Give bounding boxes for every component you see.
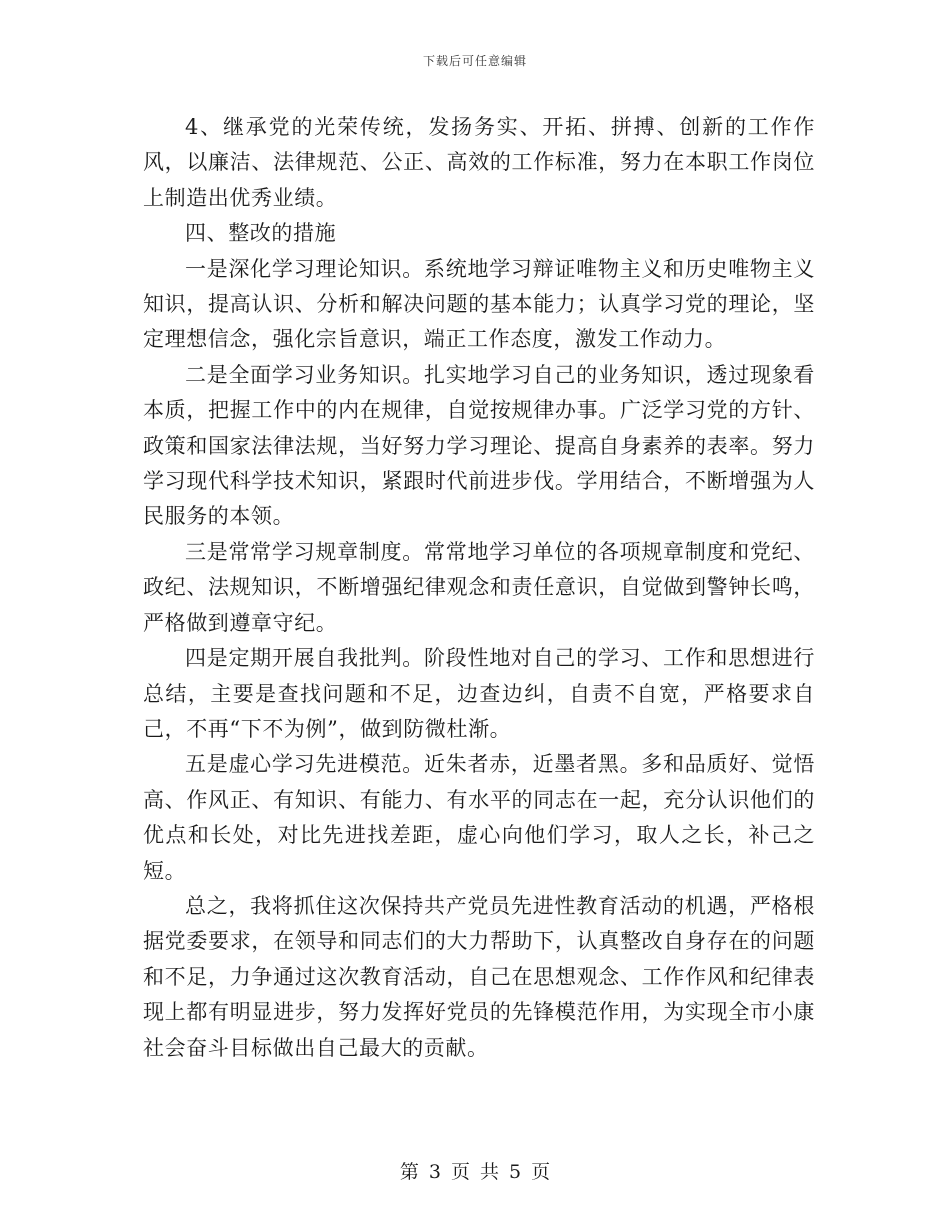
page-number: 第 3 页 共 5 页 — [399, 1161, 551, 1183]
paragraph-measure-3: 三是常常学习规章制度。常常地学习单位的各项规章制度和党纪、政纪、法规知识，不断增强纪律观念和责任意识，自觉做到警钟长鸣，严格做到遵章守纪。 — [143, 539, 815, 635]
paragraph-measure-4: 四是定期开展自我批判。阶段性地对自己的学习、工作和思想进行总结，主要是查找问题和不足，边查边纠，自责不自宽，严格要求自己，不再“下不为例”，做到防微杜渐。 — [143, 646, 815, 741]
paragraph-measure-5: 五是虚心学习先进模范。近朱者赤，近墨者黑。多和品质好、觉悟高、作风正、有知识、有能力、有水平的同志在一起，充分认识他们的优点和长处，对比先进找差距，虚心向他们学习，取人之长，补己之短。 — [143, 752, 815, 883]
paragraph-measure-2: 二是全面学习业务知识。扎实地学习自己的业务知识，透过现象看本质，把握工作中的内在规律，自觉按规律办事。广泛学习党的方针、政策和国家法律法规，当好努力学习理论、提高自身素养的表率。努力学习现代科学技术知识，紧跟时代前进步伐。学用结合，不断增强为人民服务的本领。 — [143, 362, 815, 529]
paragraph-item-4: 4、继承党的光荣传统，发扬务实、开拓、拼搏、创新的工作作风，以廉洁、法律规范、公正、高效的工作标准，努力在本职工作岗位上制造出优秀业绩。 — [143, 115, 815, 210]
paragraph-measure-1: 一是深化学习理论知识。系统地学习辩证唯物主义和历史唯物主义知识，提高认识、分析和解决问题的基本能力；认真学习党的理论，坚定理想信念，强化宗旨意识，端正工作态度，激发工作动力。 — [143, 256, 815, 352]
document-body — [143, 110, 815, 1066]
section-heading-measures: 四、整改的措施 — [185, 221, 337, 246]
page-header: 下载后可任意编辑 — [422, 54, 527, 68]
paragraph-conclusion: 总之，我将抓住这次保持共产党员先进性教育活动的机遇，严格根据党委要求，在领导和同志们的大力帮助下，认真整改自身存在的问题和不足，力争通过这次教育活动，自己在思想观念、工作作风和纪律表现上都有明显进步，努力发挥好党员的先锋模范作用，为实现全市小康社会奋斗目标做出自己最大的贡献。 — [143, 893, 815, 1060]
